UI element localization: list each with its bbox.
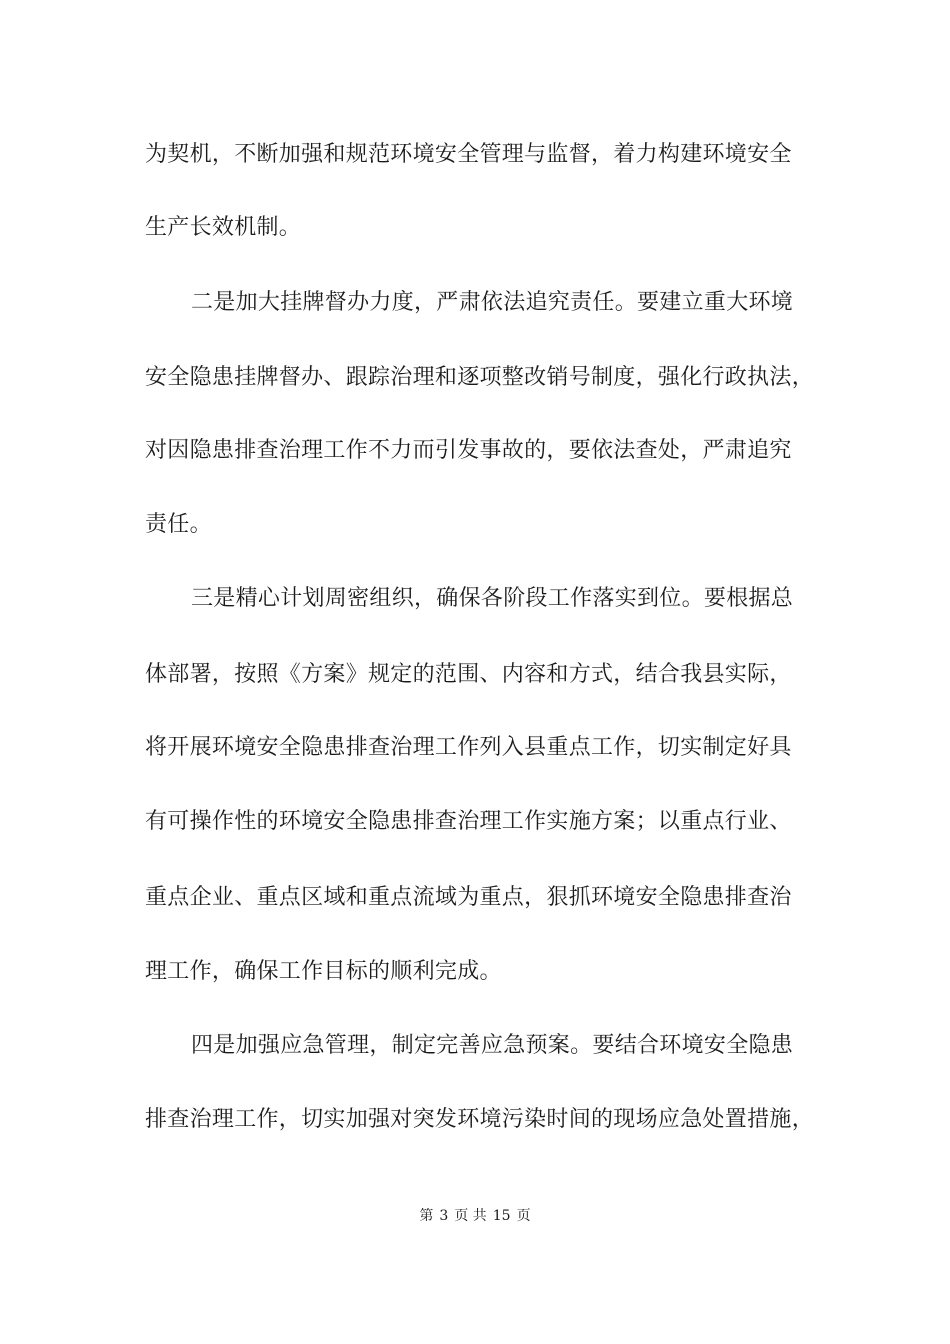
text-line-12: 理工作，确保工作目标的顺利完成。 — [145, 959, 502, 984]
text-line-1: 为契机，不断加强和规范环境安全管理与监督，着力构建环境安全 — [145, 142, 792, 167]
text-line-10: 有可操作性的环境安全隐患排查治理工作实施方案；以重点行业、 — [145, 809, 792, 834]
footer-prefix: 第 — [419, 1208, 434, 1224]
text-line-9: 将开展环境安全隐患排查治理工作列入县重点工作，切实制定好具 — [145, 735, 792, 760]
footer-suffix: 页 — [516, 1208, 531, 1224]
text-line-13: 四是加强应急管理，制定完善应急预案。要结合环境安全隐患 — [191, 1033, 794, 1058]
footer-middle: 页 共 — [454, 1208, 487, 1224]
text-line-3: 二是加大挂牌督办力度，严肃依法追究责任。要建立重大环境 — [191, 290, 794, 315]
text-line-6: 责任。 — [145, 512, 212, 537]
text-line-7: 三是精心计划周密组织，确保各阶段工作落实到位。要根据总 — [191, 586, 794, 611]
page-footer — [0, 1206, 950, 1226]
text-line-8: 体部署，按照《方案》规定的范围、内容和方式，结合我县实际， — [145, 662, 792, 687]
text-line-4: 安全隐患挂牌督办、跟踪治理和逐项整改销号制度，强化行政执法， — [145, 365, 815, 390]
text-line-14: 排查治理工作，切实加强对突发环境污染时间的现场应急处置措施， — [145, 1107, 815, 1132]
footer-total-pages: 15 — [492, 1208, 511, 1224]
text-line-5: 对因隐患排查治理工作不力而引发事故的，要依法查处，严肃追究 — [145, 438, 792, 463]
text-line-2: 生产长效机制。 — [145, 215, 302, 240]
footer-page-number: 3 — [439, 1208, 449, 1224]
text-line-11: 重点企业、重点区域和重点流域为重点，狠抓环境安全隐患排查治 — [145, 885, 792, 910]
